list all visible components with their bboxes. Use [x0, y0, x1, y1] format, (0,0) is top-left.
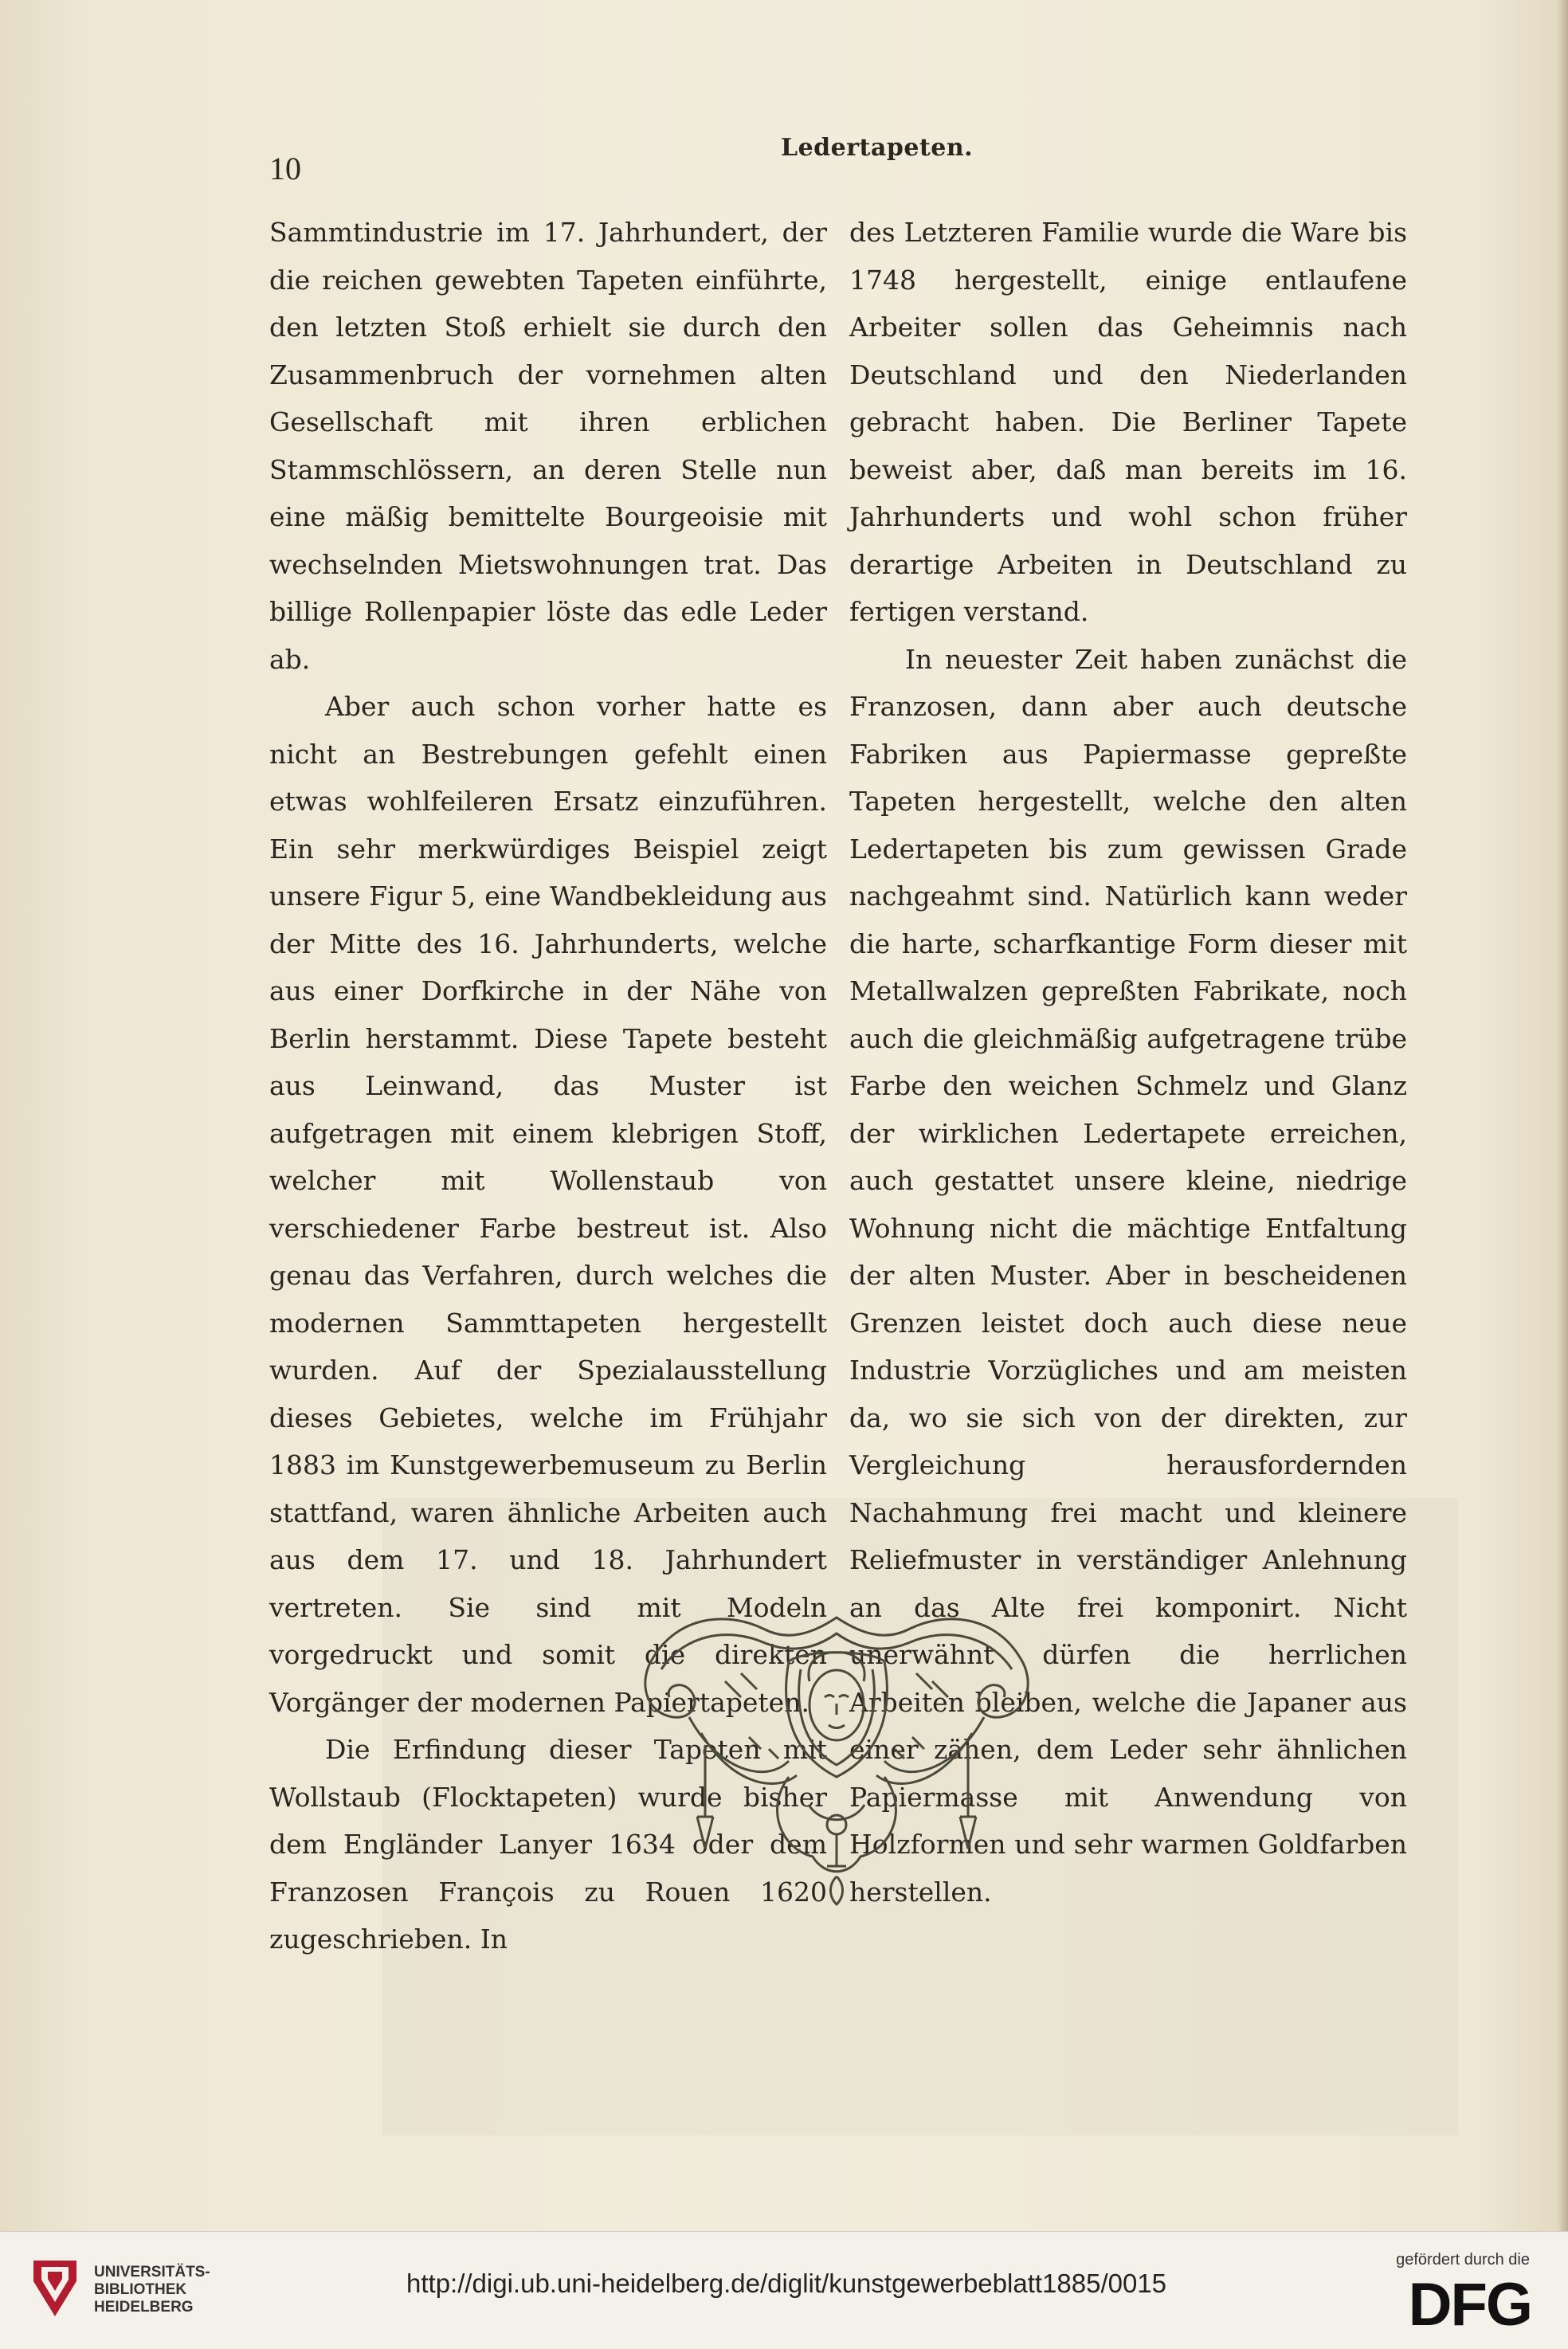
digitization-footer — [0, 2231, 1568, 2349]
library-line: HEIDELBERG — [94, 2299, 194, 2316]
paragraph: Sammtindustrie im 17. Jahrhundert, der die reichen gewebten Tapeten einführte, den letzten Stoß erhielt sie durch den Zusammenbruch der vornehmen alten Gesellschaft mit ihren erblichen Stammschlössern, an deren Stelle nun eine mäßig bemittelte Bourgeoisie mit wechselnden Mietswohnungen trat. Das billige Rollenpapier löste das edle Leder ab. — [269, 217, 827, 675]
university-library-logo-icon — [30, 2257, 80, 2320]
permalink-url[interactable]: http://digi.ub.uni-heidelberg.de/diglit/kunstgewerbeblatt1885/0015 — [406, 2269, 1167, 2298]
paragraph: des Letzteren Familie wurde die Ware bis 1748 hergestellt, einige entlaufene Arbeiter sollen das Geheimnis nach Deutschland und den Niederlanden gebracht haben. Die Berliner Tapete beweist aber, daß man bereits im 16. Jahrhunderts und wohl schon früher derartige Arbeiten in Deutschland zu fertigen verstand. — [849, 217, 1407, 627]
funding-caption: gefördert durch die — [1396, 2251, 1530, 2269]
library-name — [94, 2264, 210, 2316]
library-line: UNIVERSITÄTS- — [94, 2264, 210, 2280]
library-line: BIBLIOTHEK — [94, 2281, 187, 2298]
dfg-logo: DFG — [1408, 2271, 1531, 2339]
page-number: 10 — [269, 151, 301, 186]
tailpiece-ornament — [629, 1586, 1044, 1912]
paragraph: Die Erfindung dieser Tapeten mit Wollstaub (Flocktapeten) wurde bisher dem Engländer Lanyer 1634 oder dem Franzosen François zu Rouen 1620 zugeschrieben. In — [269, 1734, 827, 1955]
paragraph: In neuester Zeit haben zunächst die Franzosen, dann aber auch deutsche Fabriken aus Papiermasse gepreßte Tapeten hergestellt, welche den alten Ledertapeten bis zum gewissen Grade nachgeahmt sind. Natürlich kann weder die harte, scharfkantige Form dieser mit Metallwalzen gepreßten Fabrikate, noch auch die gleichmäßig aufgetragene trübe Farbe den weichen Schmelz und Glanz der wirklichen Ledertapete erreichen, auch gestattet unsere kleine, niedrige Wohnung nicht die mächtige Entfaltung der alten Muster. Aber in bescheidenen Grenzen leistet doch auch diese neue Industrie Vorzügliches und am meisten da, wo sie sich von der direkten, zur Vergleichung herausfordernden Nachahmung frei macht und kleinere Reliefmuster in verständiger Anlehnung an das Alte frei komponirt. Nicht unerwähnt dürfen die herrlichen Arbeiten bleiben, welche die Japaner aus einer zähen, dem Leder sehr ähnlichen Papiermasse mit Anwendung von Holzformen und sehr warmen Goldfarben herstellen. — [849, 643, 1407, 1908]
running-title: Ledertapeten. — [781, 134, 974, 162]
paragraph: Aber auch schon vorher hatte es nicht an Bestrebungen gefehlt einen etwas wohlfeileren Ersatz einzuführen. Ein sehr merkwürdiges Beispiel zeigt unsere Figur 5, eine Wandbekleidung aus der Mitte des 16. Jahrhunderts, welche aus einer Dorfkirche in der Nähe von Berlin herstammt. Diese Tapete besteht aus Leinwand, das Muster ist aufgetragen mit einem klebrigen Stoff, welcher mit Wollenstaub von verschiedener Farbe bestreut ist. Also genau das Verfahren, durch welches die modernen Sammttapeten hergestellt wurden. Auf der Spezialausstellung dieses Gebietes, welche im Frühjahr 1883 im Kunstgewerbemuseum zu Berlin stattfand, waren ähnliche Arbeiten auch aus dem 17. und 18. Jahrhundert vertreten. Sie sind mit Modeln vorgedruckt und somit die direkten Vorgänger der modernen Papiertapeten. — [269, 691, 827, 1718]
